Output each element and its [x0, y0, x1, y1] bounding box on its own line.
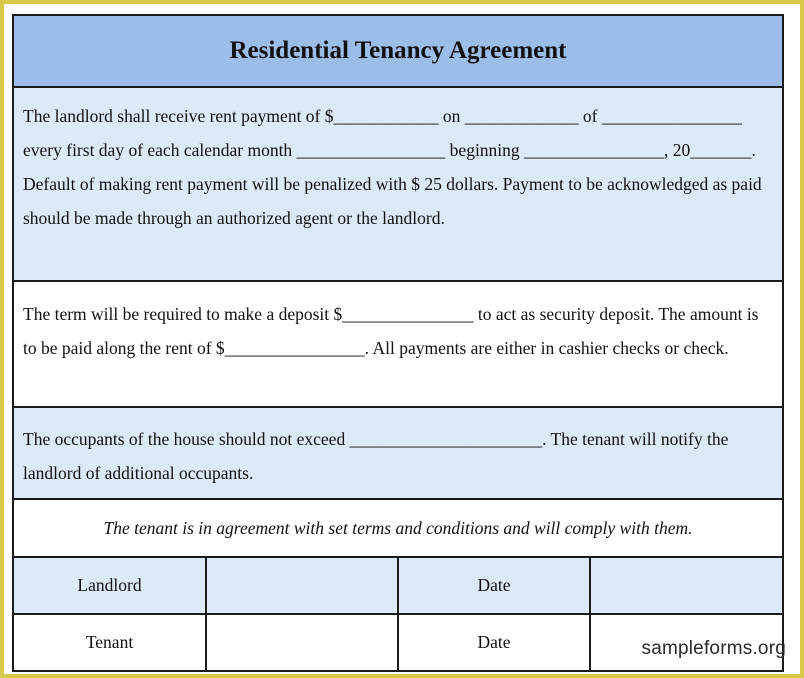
occupants-paragraph: The occupants of the house should not exceed ______________________. The tenant will notify the landlord of additional occupants. — [23, 429, 729, 483]
occupants-section — [14, 408, 782, 500]
agreement-form — [12, 14, 784, 672]
agreement-statement: The tenant is in agreement with set terms and conditions and will comply with them. — [103, 517, 693, 538]
rent-paragraph: The landlord shall receive rent payment of $____________ on _____________ of ________________ every first day of each calendar month _________________ beginning ________________, 20_______. Default of making rent payment will be penalized with $ 25 dollars. Payment to be acknowledged as paid should be made through an authorized agent or the landlord. — [23, 106, 762, 228]
landlord-label: Landlord — [14, 558, 206, 614]
landlord-date-field[interactable] — [590, 558, 782, 614]
agreement-section — [14, 500, 782, 558]
document-title: Residential Tenancy Agreement — [229, 37, 567, 64]
deposit-paragraph: The term will be required to make a deposit $_______________ to act as security deposit. The amount is to be paid along the rent of $________________. All payments are either in cashier checks or check. — [23, 304, 759, 358]
watermark-text: sampleforms.org — [641, 638, 786, 659]
tenant-date-label: Date — [398, 614, 590, 670]
deposit-section — [14, 282, 782, 408]
tenant-label: Tenant — [14, 614, 206, 670]
landlord-signature-row — [14, 558, 782, 614]
tenant-signature-field[interactable] — [206, 614, 398, 670]
landlord-signature-field[interactable] — [206, 558, 398, 614]
rent-section — [14, 88, 782, 282]
title-row — [14, 16, 782, 88]
landlord-date-label: Date — [398, 558, 590, 614]
